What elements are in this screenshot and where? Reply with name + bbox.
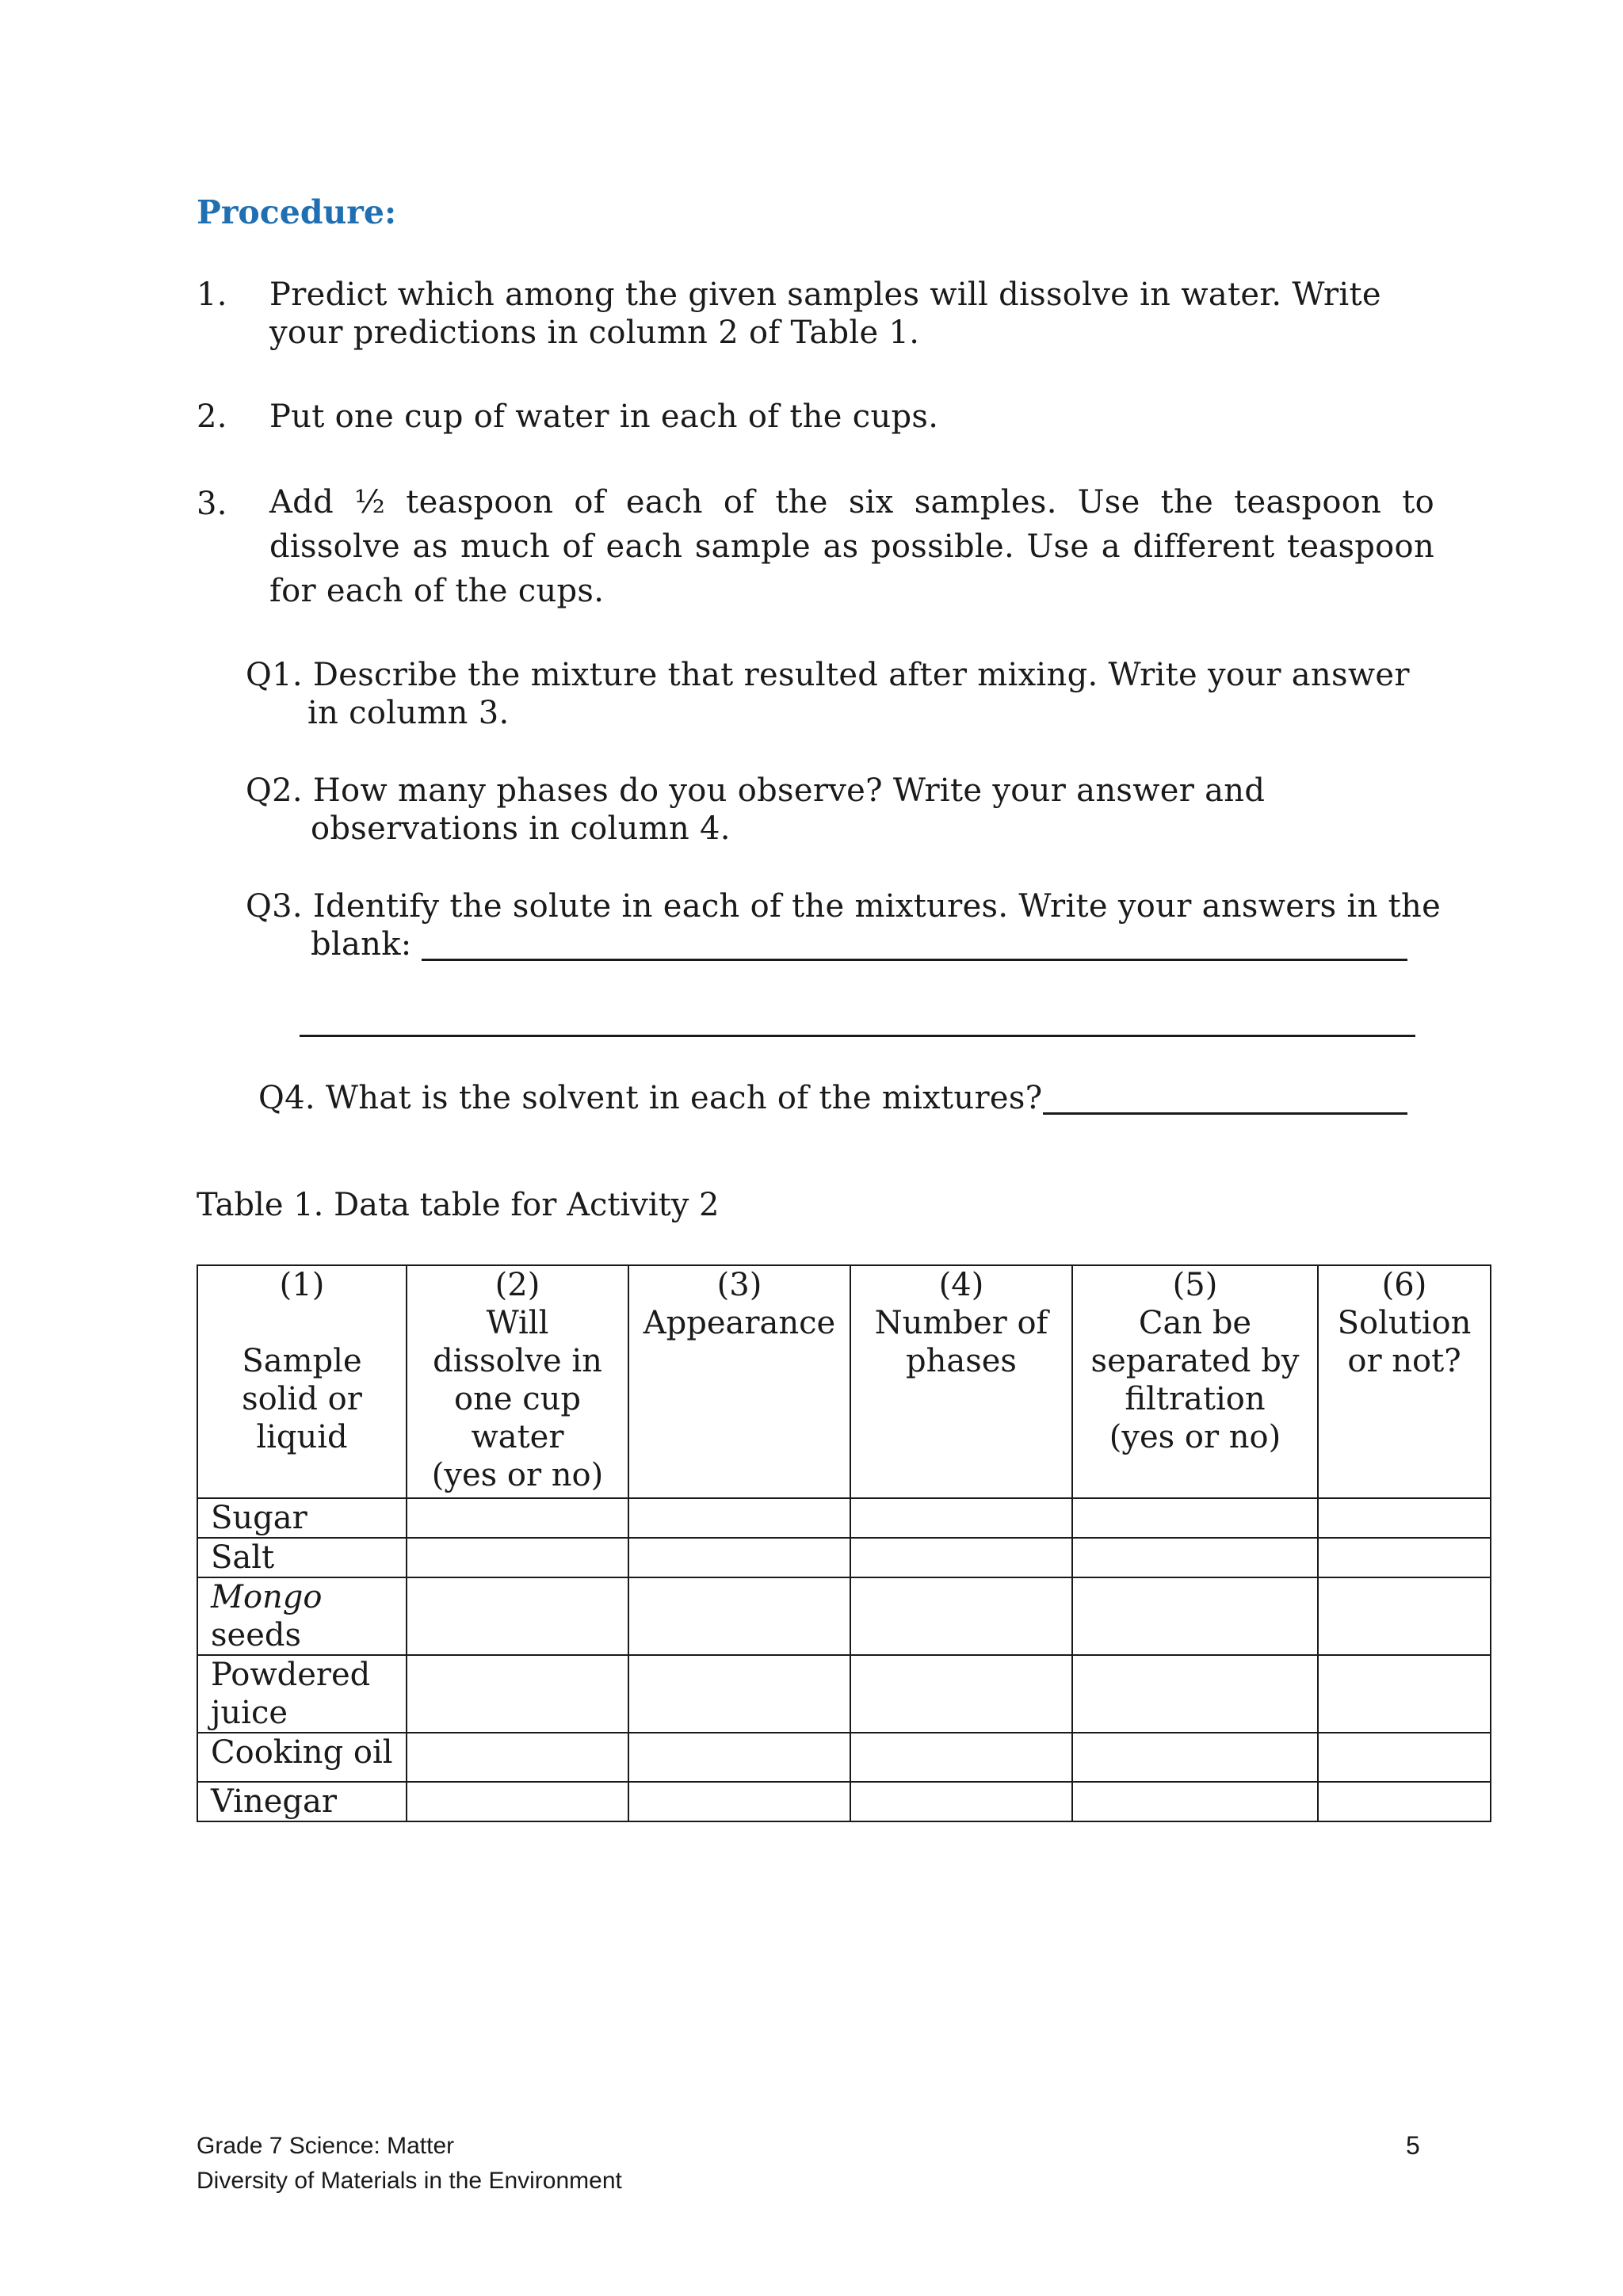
question-label: Q1. xyxy=(246,657,303,693)
header-number: (2) xyxy=(495,1267,540,1303)
question-text: How many phases do you observe? Write your answer and xyxy=(312,772,1266,809)
header-line: phases xyxy=(906,1343,1017,1379)
answer-cell[interactable] xyxy=(1072,1782,1318,1821)
answer-cell[interactable] xyxy=(1072,1655,1318,1733)
answer-cell[interactable] xyxy=(628,1782,850,1821)
answer-cell[interactable] xyxy=(1318,1577,1491,1655)
sample-cell: Sugar xyxy=(197,1498,407,1538)
sample-cell xyxy=(197,1577,407,1655)
step-3-text: Add ½ teaspoon of each of the six samples. Use the teaspoon to dissolve as much of each sample as possible. Use a different teaspoon for each of the cups. xyxy=(269,484,1434,609)
question-q2-cont: observations in column 4. xyxy=(311,810,731,847)
sample-cell: Salt xyxy=(197,1538,407,1577)
step-number: 3. xyxy=(197,486,227,522)
table-row xyxy=(197,1655,1491,1733)
question-label: Q4. xyxy=(258,1080,315,1116)
table-row xyxy=(197,1498,1491,1538)
question-q4 xyxy=(258,1079,1042,1117)
answer-cell[interactable] xyxy=(407,1577,628,1655)
answer-cell[interactable] xyxy=(850,1655,1072,1733)
answer-cell[interactable] xyxy=(407,1498,628,1538)
table-header-row xyxy=(197,1265,1491,1498)
sample-cell: Powdered juice xyxy=(197,1655,407,1733)
table-caption: Table 1. Data table for Activity 2 xyxy=(197,1187,720,1223)
header-line: (yes or no) xyxy=(1109,1419,1281,1455)
header-col-4 xyxy=(850,1265,1072,1498)
header-number: (3) xyxy=(716,1267,762,1303)
question-q1 xyxy=(246,656,1410,694)
header-line: Will xyxy=(486,1305,549,1341)
table-row xyxy=(197,1538,1491,1577)
answer-cell[interactable] xyxy=(628,1538,850,1577)
header-line: separated by xyxy=(1090,1343,1300,1379)
answer-cell[interactable] xyxy=(407,1655,628,1733)
answer-cell[interactable] xyxy=(850,1577,1072,1655)
header-line xyxy=(198,1304,406,1342)
answer-cell[interactable] xyxy=(407,1538,628,1577)
answer-cell[interactable] xyxy=(850,1498,1072,1538)
answer-cell[interactable] xyxy=(628,1577,850,1655)
answer-cell[interactable] xyxy=(628,1655,850,1733)
header-line: (yes or no) xyxy=(431,1457,604,1493)
sample-italic: Mongo xyxy=(211,1579,323,1615)
answer-cell[interactable] xyxy=(1318,1538,1491,1577)
answer-cell[interactable] xyxy=(1318,1655,1491,1733)
header-line: one cup xyxy=(454,1381,581,1417)
header-col-1 xyxy=(197,1265,407,1498)
header-col-6 xyxy=(1318,1265,1491,1498)
question-q1-cont: in column 3. xyxy=(307,695,510,731)
step-1-line-1: Predict which among the given samples will dissolve in water. Write xyxy=(269,277,1381,313)
table-row xyxy=(197,1577,1491,1655)
answer-cell[interactable] xyxy=(1318,1498,1491,1538)
answer-blank-q3-line-2[interactable] xyxy=(300,1035,1415,1037)
question-label: Q2. xyxy=(246,772,303,809)
answer-cell[interactable] xyxy=(1318,1733,1491,1782)
answer-cell[interactable] xyxy=(1072,1498,1318,1538)
header-line: water xyxy=(471,1419,564,1455)
answer-cell[interactable] xyxy=(407,1733,628,1782)
answer-blank-q4[interactable] xyxy=(1043,1112,1407,1115)
header-number: (1) xyxy=(279,1267,325,1303)
question-text: What is the solvent in each of the mixtures? xyxy=(325,1080,1043,1116)
step-2-text: Put one cup of water in each of the cups. xyxy=(269,399,939,435)
data-table xyxy=(197,1264,1491,1822)
header-line: Number of xyxy=(874,1305,1048,1341)
answer-cell[interactable] xyxy=(628,1733,850,1782)
answer-cell[interactable] xyxy=(1072,1538,1318,1577)
table-row xyxy=(197,1782,1491,1821)
header-line: solid or xyxy=(242,1381,362,1417)
answer-cell[interactable] xyxy=(850,1782,1072,1821)
header-line: Can be xyxy=(1138,1305,1252,1341)
header-number: (5) xyxy=(1172,1267,1218,1303)
answer-cell[interactable] xyxy=(1072,1733,1318,1782)
sample-cell: Vinegar xyxy=(197,1782,407,1821)
header-col-5 xyxy=(1072,1265,1318,1498)
header-line: Appearance xyxy=(643,1305,836,1341)
header-line: filtration xyxy=(1125,1381,1266,1417)
answer-blank-q3-line-1[interactable] xyxy=(422,959,1407,961)
question-q3 xyxy=(246,887,1441,925)
header-col-3 xyxy=(628,1265,850,1498)
page-number: 5 xyxy=(1406,2131,1420,2160)
answer-cell[interactable] xyxy=(850,1538,1072,1577)
question-text: Identify the solute in each of the mixtures. Write your answers in the xyxy=(312,888,1442,925)
header-line: or not? xyxy=(1347,1343,1461,1379)
header-line: liquid xyxy=(256,1419,348,1455)
section-heading: Procedure: xyxy=(197,193,397,231)
header-number: (6) xyxy=(1381,1267,1427,1303)
step-number: 1. xyxy=(197,277,227,313)
footer-line-1: Grade 7 Science: Matter xyxy=(197,2133,455,2159)
question-q2 xyxy=(246,772,1265,810)
question-text: Describe the mixture that resulted after mixing. Write your answer xyxy=(312,657,1410,693)
header-line: Solution xyxy=(1337,1305,1472,1341)
answer-cell[interactable] xyxy=(628,1498,850,1538)
answer-cell[interactable] xyxy=(850,1733,1072,1782)
header-line: dissolve in xyxy=(433,1343,602,1379)
sample-rest: seeds xyxy=(211,1617,302,1653)
sample-cell: Cooking oil xyxy=(197,1733,407,1782)
footer-line-2: Diversity of Materials in the Environment xyxy=(197,2168,622,2194)
step-1-line-2: your predictions in column 2 of Table 1. xyxy=(269,315,920,351)
header-line: Sample xyxy=(242,1343,362,1379)
step-1-text xyxy=(269,276,1434,352)
step-number: 2. xyxy=(197,399,227,435)
question-q3-cont: blank: xyxy=(311,926,412,963)
question-label: Q3. xyxy=(246,888,303,925)
answer-cell[interactable] xyxy=(1318,1782,1491,1821)
header-number: (4) xyxy=(938,1267,984,1303)
table-row xyxy=(197,1733,1491,1782)
header-col-2 xyxy=(407,1265,628,1498)
answer-cell[interactable] xyxy=(407,1782,628,1821)
answer-cell[interactable] xyxy=(1072,1577,1318,1655)
